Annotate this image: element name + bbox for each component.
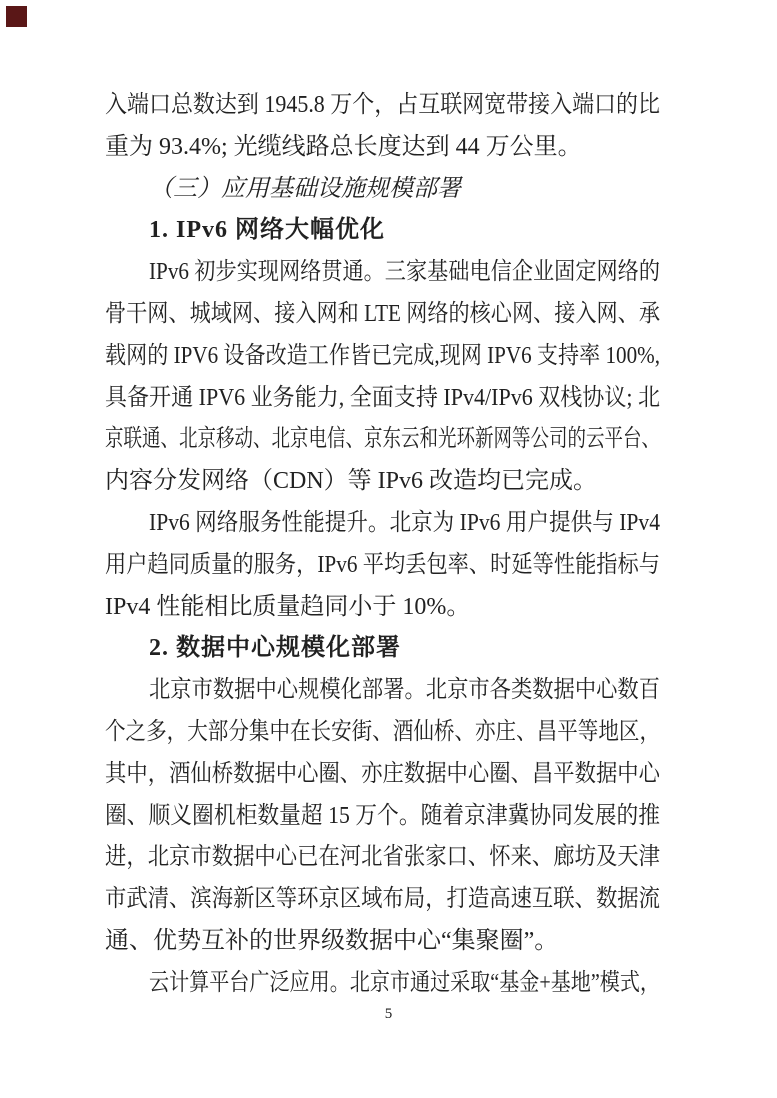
text-line [105, 545, 660, 587]
text-line-content: 通、优势互补的世界级数据中心“集聚圈”。 [105, 927, 559, 954]
text-line-content: 载网的 IPV6 设备改造工作皆已完成,现网 IPV6 支持率 100%, [105, 342, 660, 369]
text-line [105, 879, 660, 921]
text-line-content: 2. 数据中心规模化部署 [149, 635, 401, 662]
text-line [105, 127, 660, 169]
text-line [105, 963, 660, 1005]
text-line [105, 587, 660, 629]
text-line-content: 市武清、滨海新区等环京区域布局，打造高速互联、数据流 [105, 886, 660, 913]
text-line [105, 670, 660, 712]
text-line-content: IPv6 网络服务性能提升。北京为 IPv6 用户提供与 IPv4 [149, 509, 660, 536]
text-line-content: 1. IPv6 网络大幅优化 [149, 217, 385, 244]
text-line [105, 712, 660, 754]
text-line-content: 进，北京市数据中心已在河北省张家口、怀来、廊坊及天津 [105, 844, 660, 871]
text-line-content: 云计算平台广泛应用。北京市通过采取“基金+基地”模式， [149, 969, 660, 996]
document-content [105, 85, 660, 1005]
text-line [105, 921, 660, 963]
text-line-content: 重为 93.4%; 光缆线路总长度达到 44 万公里。 [105, 133, 582, 160]
text-line-content: （三）应用基础设施规模部署 [149, 175, 461, 202]
text-line [105, 754, 660, 796]
text-line-content: 用户趋同质量的服务，IPv6 平均丢包率、时延等性能指标与 [105, 551, 660, 578]
section-heading [105, 169, 660, 211]
text-line [105, 85, 660, 127]
text-line-content: 北京市数据中心规模化部署。北京市各类数据中心数百 [149, 677, 660, 704]
text-line [105, 461, 660, 503]
page-corner-mark [6, 6, 27, 27]
text-line-content: 骨干网、城域网、接入网和 LTE 网络的核心网、接入网、承 [105, 300, 660, 327]
text-line-content: 其中，酒仙桥数据中心圈、亦庄数据中心圈、昌平数据中心 [105, 760, 660, 787]
page-number: 5 [384, 1006, 393, 1022]
text-line-content: IPv4 性能相比质量趋同小于 10%。 [105, 593, 471, 620]
section-heading [105, 628, 660, 670]
text-line-content: IPv6 初步实现网络贯通。三家基础电信企业固定网络的 [149, 259, 660, 286]
text-line [105, 837, 660, 879]
text-line [105, 796, 660, 838]
text-line-content: 个之多，大部分集中在长安街、酒仙桥、亦庄、昌平等地区， [105, 718, 660, 745]
text-line-content: 圈、顺义圈机柜数量超 15 万个。随着京津冀协同发展的推 [105, 802, 660, 829]
text-line-content: 具备开通 IPV6 业务能力, 全面支持 IPv4/IPv6 双栈协议; 北 [105, 384, 660, 411]
text-line-content: 京联通、北京移动、北京电信、京东云和光环新网等公司的云平台、 [105, 426, 660, 453]
text-line [105, 336, 660, 378]
text-line-content: 内容分发网络（CDN）等 IPv6 改造均已完成。 [105, 468, 598, 495]
text-line [105, 294, 660, 336]
text-line [105, 419, 660, 461]
text-line [105, 503, 660, 545]
section-heading [105, 210, 660, 252]
text-line [105, 252, 660, 294]
text-line [105, 378, 660, 420]
text-line-content: 入端口总数达到 1945.8 万个，占互联网宽带接入端口的比 [105, 92, 660, 118]
